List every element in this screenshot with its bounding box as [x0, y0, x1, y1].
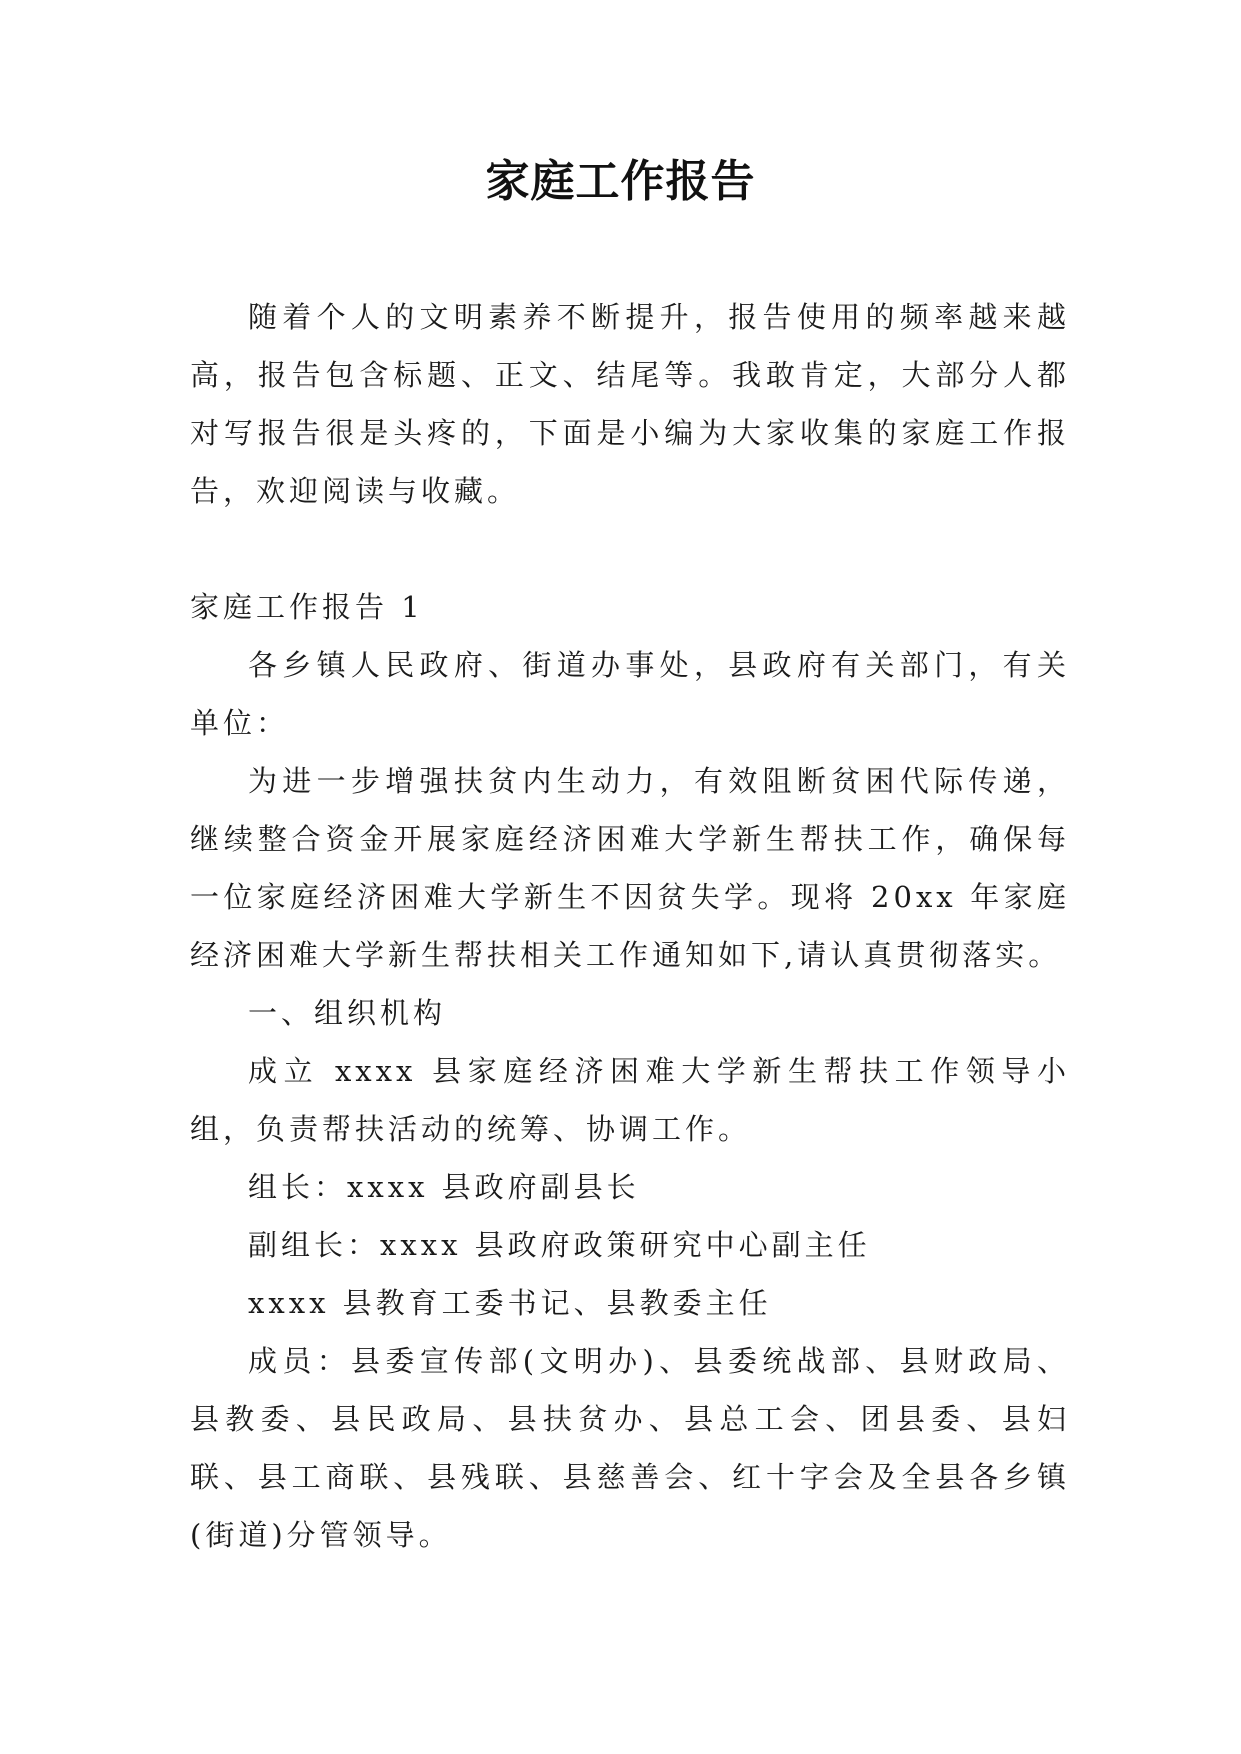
paragraph-leadership-group: 成立 xxxx 县家庭经济困难大学新生帮扶工作领导小组，负责帮扶活动的统筹、协调工作。: [190, 1054, 1070, 1146]
paragraph-deputy-leader-2: xxxx 县教育工委书记、县教委主任: [248, 1286, 772, 1320]
document-body: [190, 288, 1070, 1564]
paragraph-deputy-leader: 副组长：xxxx 县政府政策研究中心副主任: [248, 1228, 871, 1262]
heading-organization: 一、组织机构: [248, 996, 447, 1030]
paragraph-group-leader: 组长：xxxx 县政府副县长: [248, 1170, 640, 1204]
document-title: 家庭工作报告: [485, 156, 756, 207]
paragraph-members: 成员：县委宣传部(文明办)、县委统战部、县财政局、县教委、县民政局、县扶贫办、县总工会、团县委、县妇联、县工商联、县残联、县慈善会、红十字会及全县各乡镇(街道)分管领导。: [190, 1344, 1070, 1552]
paragraph-purpose: 为进一步增强扶贫内生动力，有效阻断贫困代际传递，继续整合资金开展家庭经济困难大学新生帮扶工作，确保每一位家庭经济困难大学新生不因贫失学。现将 20xx 年家庭经济困难大学新生帮扶相关工作通知如下,请认真贯彻落实。: [190, 764, 1070, 972]
intro-paragraph: 随着个人的文明素养不断提升，报告使用的频率越来越高，报告包含标题、正文、结尾等。我敢肯定，大部分人都对写报告很是头疼的，下面是小编为大家收集的家庭工作报告，欢迎阅读与收藏。: [190, 300, 1070, 508]
paragraph-addressee: 各乡镇人民政府、街道办事处，县政府有关部门，有关单位：: [190, 648, 1070, 740]
section-title: 家庭工作报告 1: [190, 590, 424, 624]
